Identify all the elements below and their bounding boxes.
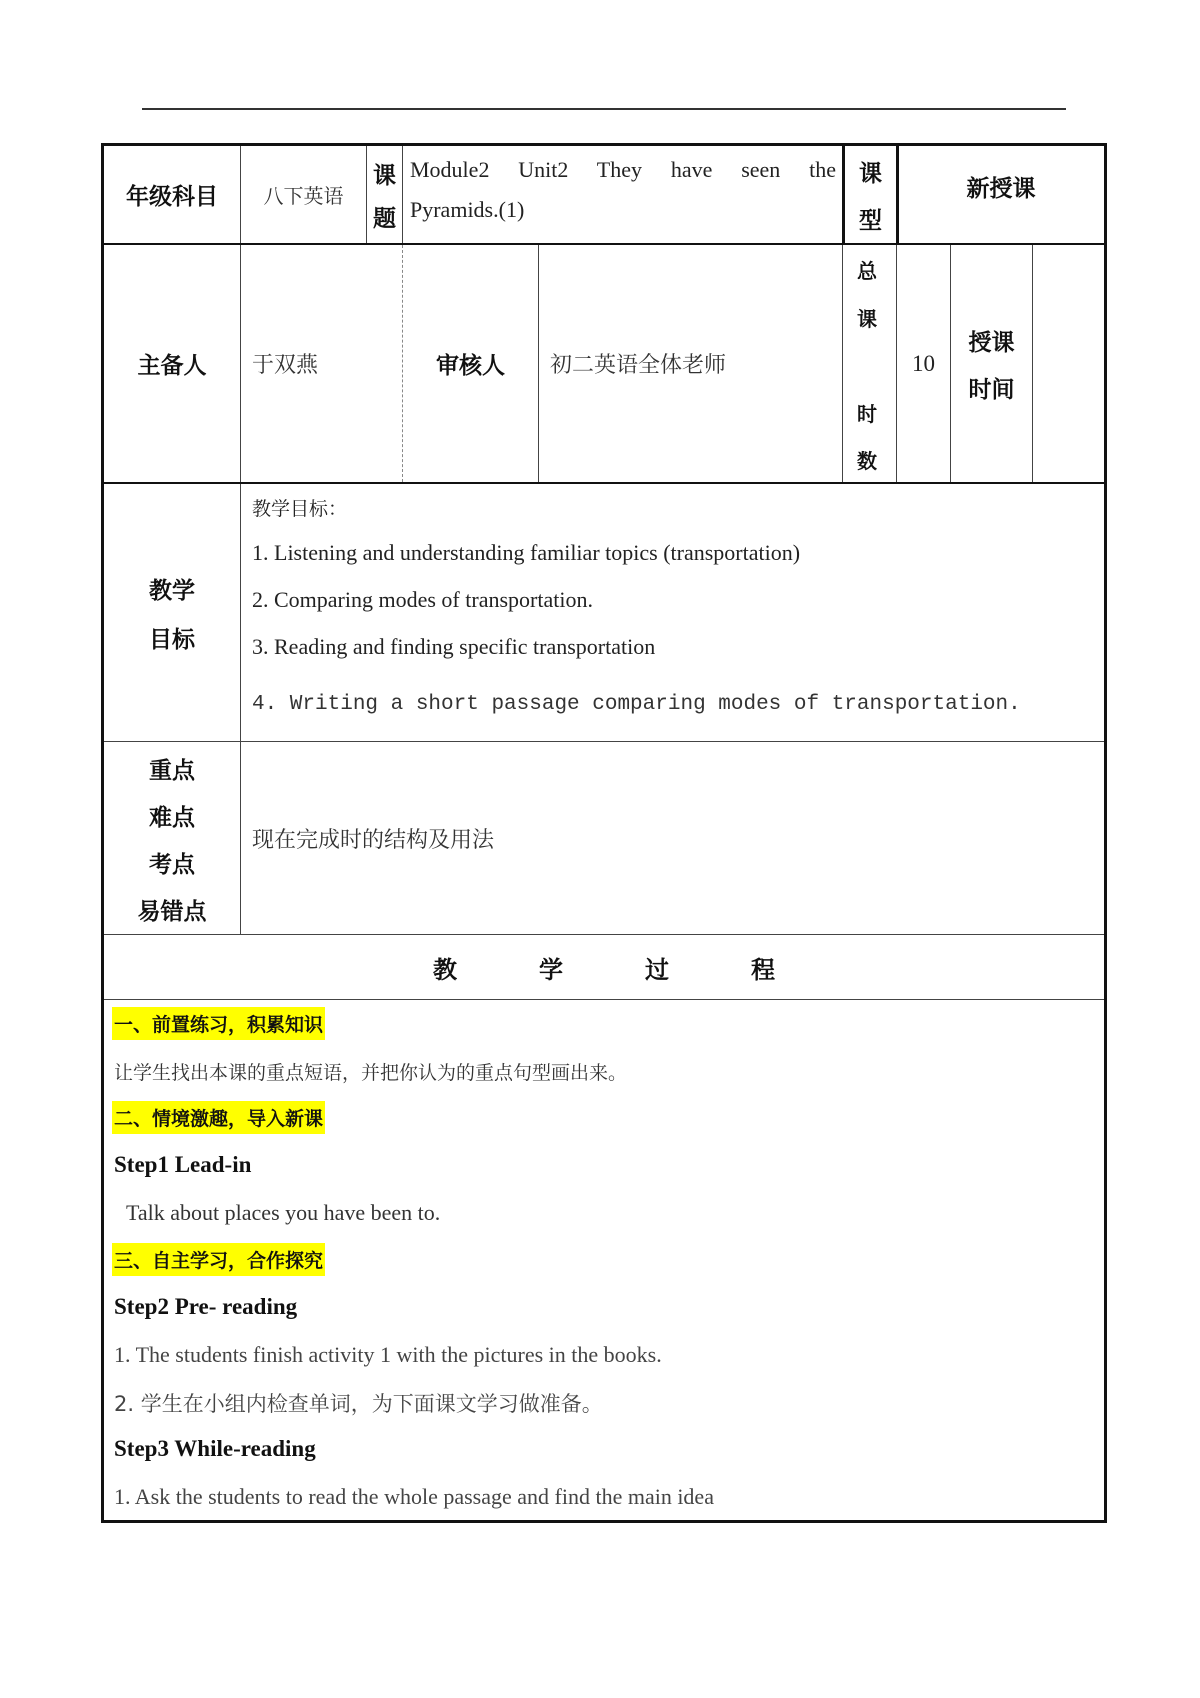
col-divider — [538, 245, 539, 482]
row-divider — [104, 482, 1106, 484]
step-item: 2. 学生在小组内检查单词，为下面课文学习做准备。 — [114, 1392, 603, 1416]
key-points-label-text: 易错点 — [137, 899, 207, 925]
type-label-char: 课 — [859, 160, 882, 187]
preparer-label: 主备人 — [137, 353, 207, 379]
process-title-char: 程 — [751, 955, 775, 984]
grade-subject-label: 年级科目 — [126, 184, 218, 210]
topic-line-2: Pyramids.(1) — [410, 197, 525, 222]
section-heading-highlighted: 一、前置练习，积累知识 — [112, 1007, 325, 1040]
topic-label-char: 题 — [373, 205, 396, 232]
step-item: 1. Ask the students to read the whole passage and find the main idea — [114, 1484, 714, 1509]
total-hours-label — [843, 245, 896, 482]
total-hours-char: 课 — [857, 307, 877, 331]
row-divider — [104, 999, 1104, 1000]
section-text: 让学生找出本课的重点短语，并把你认为的重点句型画出来。 — [114, 1062, 628, 1084]
step-title: Step1 Lead-in — [114, 1152, 252, 1177]
process-title-char: 教 — [433, 955, 457, 984]
step-title: Step3 While-reading — [114, 1436, 316, 1461]
topic-label — [367, 146, 402, 243]
total-hours-char: 数 — [857, 449, 877, 473]
step-text: Talk about places you have been to. — [126, 1200, 441, 1225]
total-hours-char: 总 — [857, 259, 877, 283]
type-label — [845, 146, 896, 243]
key-points-label-text: 难点 — [149, 805, 195, 831]
header-rule — [142, 108, 1066, 110]
type-value: 新授课 — [966, 175, 1036, 202]
teach-time-value — [1033, 245, 1104, 482]
process-title — [104, 935, 1104, 999]
key-points-label-text: 考点 — [149, 852, 195, 878]
reviewer-label: 审核人 — [436, 353, 505, 379]
col-divider — [240, 245, 241, 482]
goals-label-text: 教学 — [149, 577, 195, 604]
goal-item: 4. Writing a short passage comparing modes of transportation. — [252, 693, 1021, 716]
key-points-content: 现在完成时的结构及用法 — [252, 827, 495, 853]
goals-label-text: 目标 — [149, 626, 195, 653]
type-label-char: 型 — [859, 207, 882, 234]
goal-item: 2. Comparing modes of transportation. — [252, 587, 593, 612]
col-divider — [402, 146, 403, 243]
goals-label — [104, 484, 240, 741]
topic-value — [410, 150, 836, 240]
total-hours-char: 时 — [857, 402, 877, 426]
grade-subject-value: 八下英语 — [263, 184, 344, 208]
teach-time-label — [951, 245, 1032, 482]
process-title-char: 学 — [539, 955, 563, 984]
preparer-value: 于双燕 — [252, 353, 319, 378]
reviewer-value: 初二英语全体老师 — [550, 353, 727, 378]
step-item: 1. The students finish activity 1 with the pictures in the books. — [114, 1342, 662, 1367]
total-hours-value: 10 — [912, 350, 935, 376]
topic-line-1: Module2 Unit2 They have seen the — [410, 157, 836, 182]
section-heading-highlighted: 二、情境激趣，导入新课 — [112, 1101, 325, 1134]
goals-intro: 教学目标： — [252, 498, 348, 520]
goal-item: 3. Reading and finding specific transportation — [252, 634, 656, 659]
section-heading-highlighted: 三、自主学习，合作探究 — [112, 1243, 325, 1276]
step-title: Step2 Pre- reading — [114, 1294, 298, 1319]
col-divider — [240, 484, 241, 934]
key-points-label — [104, 742, 240, 934]
process-title-char: 过 — [645, 955, 669, 984]
key-points-label-text: 重点 — [149, 758, 195, 784]
teach-time-label-text: 授课 — [968, 329, 1015, 356]
teach-time-label-text: 时间 — [968, 376, 1015, 403]
topic-label-char: 课 — [373, 162, 396, 189]
goal-item: 1. Listening and understanding familiar topics (transportation) — [252, 540, 801, 565]
